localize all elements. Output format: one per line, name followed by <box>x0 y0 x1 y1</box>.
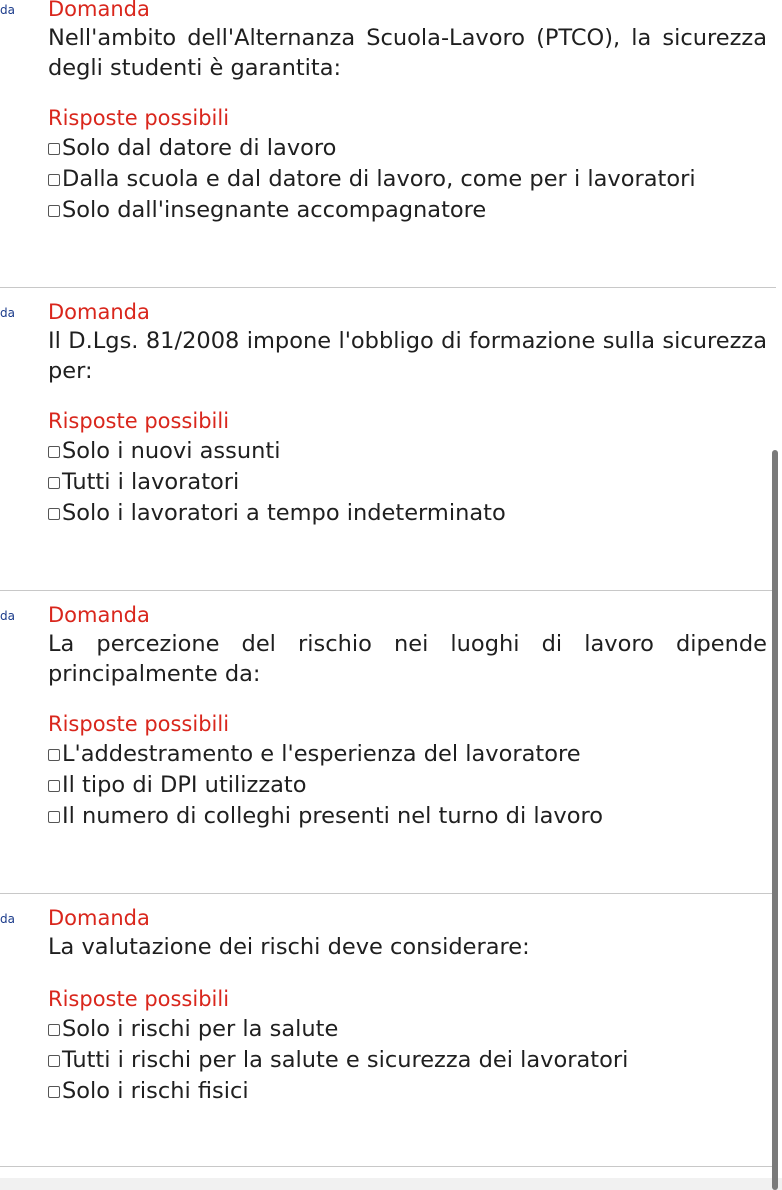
checkbox-icon[interactable] <box>48 205 60 217</box>
answer-option[interactable] <box>48 738 603 769</box>
answer-option-text: Solo dall'insegnante accompagnatore <box>62 196 487 223</box>
answer-option[interactable] <box>48 800 603 831</box>
checkbox-icon[interactable] <box>48 811 60 823</box>
answer-options <box>48 1013 628 1106</box>
checkbox-icon[interactable] <box>48 477 60 489</box>
answer-option-text: Solo dal datore di lavoro <box>62 134 337 161</box>
answer-option[interactable] <box>48 132 696 163</box>
question-3 <box>0 603 782 909</box>
answer-option-text: Dalla scuola e dal datore di lavoro, come per i lavoratori <box>62 165 696 192</box>
answer-option[interactable] <box>48 769 603 800</box>
answer-option-text: Solo i lavoratori a tempo indeterminato <box>62 499 506 526</box>
question-text: La valutazione dei rischi deve considerare: <box>48 934 530 960</box>
question-label: Domanda <box>48 906 150 930</box>
question-tag: da <box>0 609 15 623</box>
answer-option-text: Solo i rischi fisici <box>62 1077 249 1104</box>
divider <box>0 287 776 288</box>
checkbox-icon[interactable] <box>48 780 60 792</box>
answer-option-text: L'addestramento e l'esperienza del lavoratore <box>62 740 581 767</box>
question-tag: da <box>0 3 15 17</box>
divider <box>0 590 776 591</box>
answer-option[interactable] <box>48 163 696 194</box>
question-2 <box>0 300 782 606</box>
question-text: Nell'ambito dell'Alternanza Scuola-Lavoro (PTCO), la sicurezza degli studenti è garantita: <box>48 25 767 81</box>
question-tag: da <box>0 912 15 926</box>
answers-label: Risposte possibili <box>48 712 230 736</box>
bottom-bar <box>0 1178 782 1190</box>
answer-option-text: Il numero di colleghi presenti nel turno di lavoro <box>62 802 603 829</box>
question-text: La percezione del rischio nei luoghi di lavoro dipende principalmente da: <box>48 631 767 687</box>
checkbox-icon[interactable] <box>48 508 60 520</box>
checkbox-icon[interactable] <box>48 1055 60 1067</box>
answer-options <box>48 738 603 831</box>
question-label: Domanda <box>48 603 150 627</box>
divider <box>0 893 776 894</box>
answer-options <box>48 132 696 225</box>
question-text: Il D.Lgs. 81/2008 impone l'obbligo di formazione sulla sicurezza per: <box>48 328 767 384</box>
checkbox-icon[interactable] <box>48 1024 60 1036</box>
question-4 <box>0 906 782 1190</box>
vertical-scrollbar[interactable] <box>772 450 778 1190</box>
answers-label: Risposte possibili <box>48 106 230 130</box>
answer-option-text: Il tipo di DPI utilizzato <box>62 771 307 798</box>
checkbox-icon[interactable] <box>48 446 60 458</box>
answer-option[interactable] <box>48 466 506 497</box>
checkbox-icon[interactable] <box>48 143 60 155</box>
answer-option[interactable] <box>48 1013 628 1044</box>
answers-label: Risposte possibili <box>48 409 230 433</box>
question-label: Domanda <box>48 0 150 21</box>
answer-option[interactable] <box>48 1044 628 1075</box>
question-tag: da <box>0 306 15 320</box>
question-1 <box>0 0 782 303</box>
checkbox-icon[interactable] <box>48 1086 60 1098</box>
answer-option[interactable] <box>48 497 506 528</box>
answer-option-text: Solo i rischi per la salute <box>62 1015 339 1042</box>
answer-option-text: Tutti i rischi per la salute e sicurezza dei lavoratori <box>62 1046 629 1073</box>
question-label: Domanda <box>48 300 150 324</box>
answer-option[interactable] <box>48 435 506 466</box>
answer-option[interactable] <box>48 194 696 225</box>
divider <box>0 1166 776 1167</box>
answer-option-text: Tutti i lavoratori <box>62 468 240 495</box>
answer-option-text: Solo i nuovi assunti <box>62 437 281 464</box>
checkbox-icon[interactable] <box>48 174 60 186</box>
answers-label: Risposte possibili <box>48 987 230 1011</box>
checkbox-icon[interactable] <box>48 749 60 761</box>
answer-options <box>48 435 506 528</box>
answer-option[interactable] <box>48 1075 628 1106</box>
